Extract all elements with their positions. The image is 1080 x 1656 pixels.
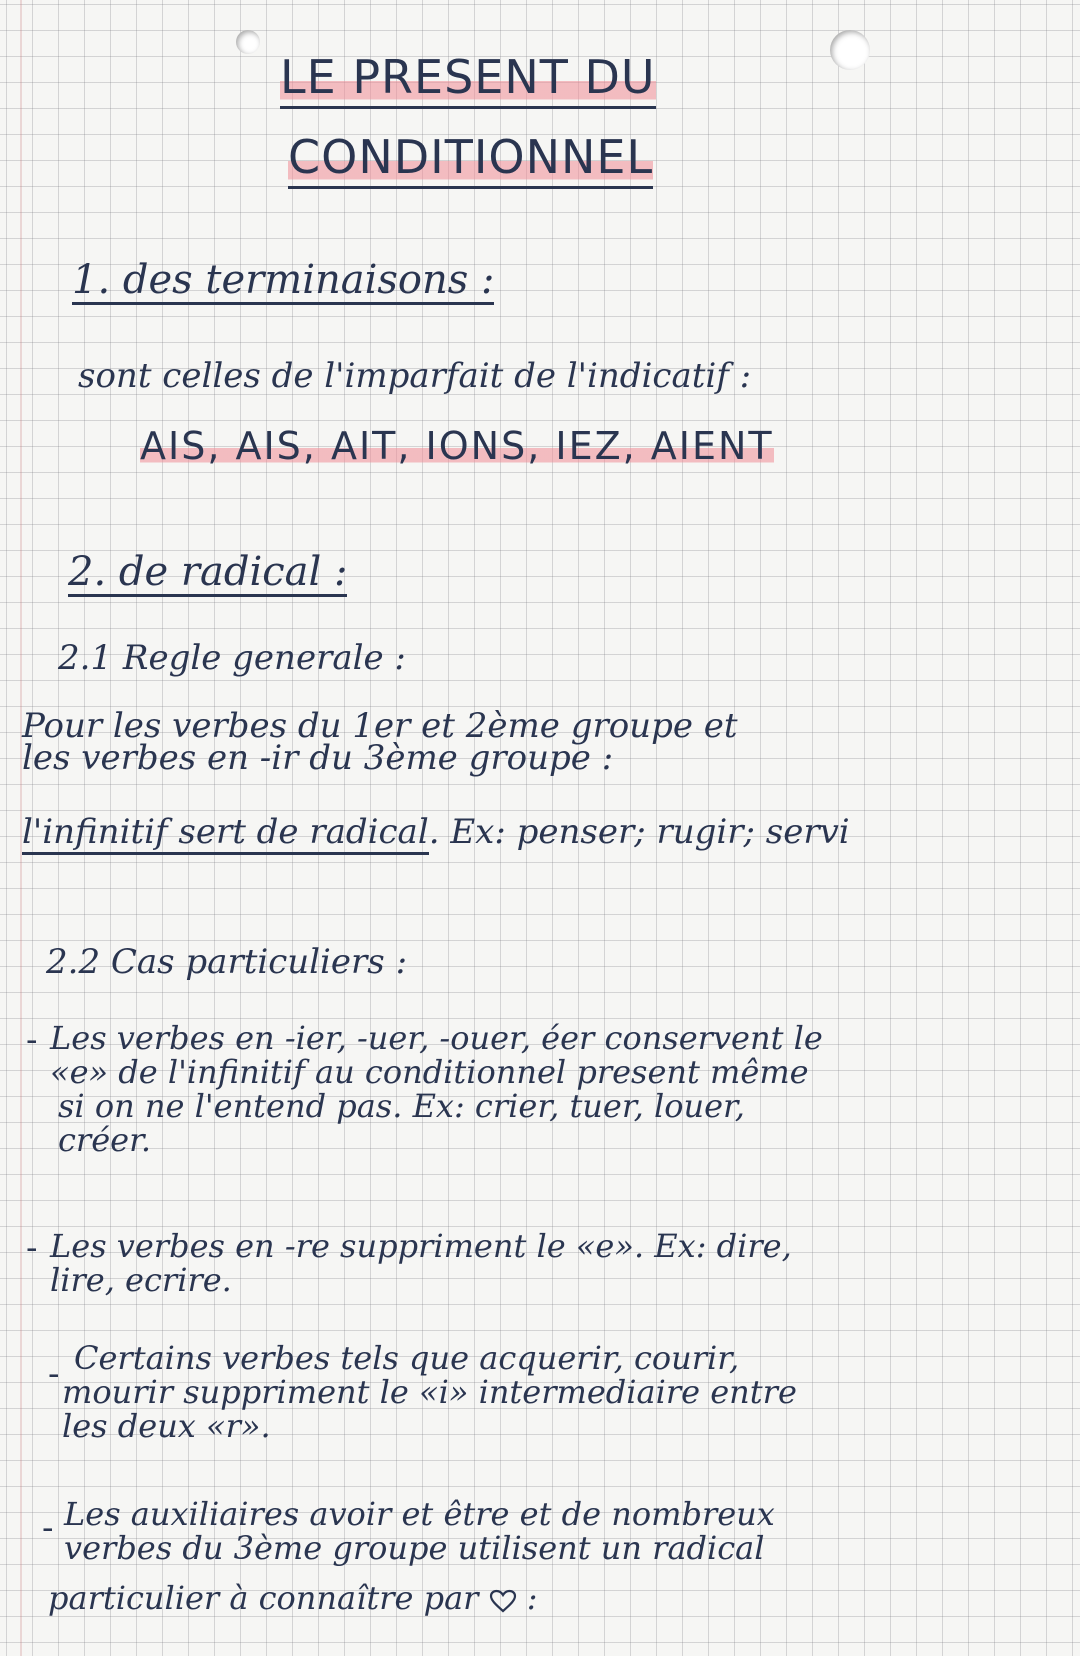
page-title-line1: LE PRESENT DU: [280, 50, 656, 109]
bullet3-line1: Certains verbes tels que acquerir, courir,: [74, 1339, 740, 1377]
bullet-dash: -: [26, 1228, 38, 1268]
bullet4-line3: [48, 1580, 538, 1616]
rule-line1: Pour les verbes du 1er et 2ème groupe et: [22, 706, 738, 746]
bullet1-line3: si on ne l'entend pas. Ex: crier, tuer, louer,: [58, 1087, 745, 1125]
rule-line3: [22, 814, 850, 850]
rule-examples: . Ex: penser; rugir; servi: [428, 812, 850, 852]
bullet3-line3: les deux «r».: [62, 1407, 271, 1445]
punch-hole-left: [236, 30, 260, 54]
heart-icon: [489, 1579, 527, 1617]
bullet3-line2: mourir suppriment le «i» intermediaire entre: [62, 1373, 797, 1411]
section1-endings: AIS, AIS, AIT, IONS, IEZ, AIENT: [140, 424, 774, 468]
bullet4-line3-text: particulier à connaître par: [48, 1579, 479, 1617]
bullet4-line1: Les auxiliaires avoir et être et de nombreux: [64, 1495, 775, 1533]
bullet4-line2: verbes du 3ème groupe utilisent un radical: [64, 1529, 765, 1567]
bullet-dash: -: [26, 1020, 38, 1060]
bullet1-line1: Les verbes en -ier, -uer, -ouer, éer conservent le: [50, 1019, 823, 1057]
bullet-dash: -: [48, 1354, 60, 1394]
section2-heading: 2. de radical :: [68, 549, 348, 595]
bullet1-line4: créer.: [58, 1121, 152, 1159]
rule-underlined-text: l'infinitif sert de radical: [22, 812, 429, 855]
section1-text: sont celles de l'imparfait de l'indicatif :: [78, 356, 752, 396]
bullet2-line2: lire, ecrire.: [50, 1261, 232, 1299]
section2-sub2-heading: 2.2 Cas particuliers :: [46, 942, 408, 982]
page-title-line2: CONDITIONNEL: [288, 130, 653, 189]
bullet2-line1: Les verbes en -re suppriment le «e». Ex: dire,: [50, 1227, 792, 1265]
bullet-dash: -: [42, 1508, 54, 1548]
bullet1-line2: «e» de l'infinitif au conditionnel present même: [50, 1053, 809, 1091]
punch-hole-right: [830, 30, 870, 70]
bullet4-end-colon: :: [526, 1579, 538, 1617]
section1-heading: 1. des terminaisons :: [72, 257, 495, 303]
section2-sub1-heading: 2.1 Regle generale :: [58, 638, 406, 678]
rule-line2: les verbes en -ir du 3ème groupe :: [22, 738, 614, 778]
